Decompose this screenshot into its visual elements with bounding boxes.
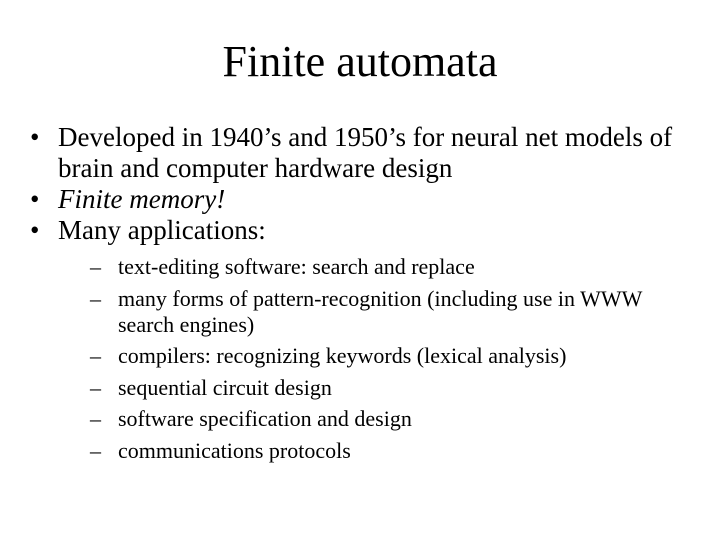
- dash-marker: –: [90, 254, 101, 279]
- bullet-text: Developed in 1940’s and 1950’s for neural net models of brain and computer hardware design: [58, 122, 673, 183]
- applications-sublist: [90, 254, 690, 464]
- dash-marker: –: [90, 437, 101, 463]
- bullet-text: Many applications:: [58, 215, 266, 245]
- bullet-list: [30, 122, 690, 469]
- dash-marker: –: [90, 406, 101, 431]
- slide-title: Finite automata: [222, 37, 498, 86]
- subbullet-text: sequential circuit design: [118, 374, 332, 400]
- subbullet-text: text-editing software: search and replace: [118, 254, 475, 279]
- subbullet-text: compilers: recognizing keywords (lexical analysis): [118, 343, 567, 368]
- subbullet-text: communications protocols: [118, 437, 351, 463]
- dash-marker: –: [90, 343, 101, 368]
- subbullet-item-circuit-design: [90, 375, 690, 401]
- subbullet-item-protocols: [90, 438, 690, 464]
- subbullet-item-pattern-recognition: [90, 286, 690, 338]
- subbullet-item-text-editing: [90, 254, 690, 280]
- subbullet-item-compilers: [90, 343, 690, 369]
- dash-marker: –: [90, 285, 101, 311]
- bullet-marker: •: [30, 184, 40, 214]
- subbullet-text: many forms of pattern-recognition (including use in WWW search engines): [118, 285, 642, 337]
- bullet-item-applications: [30, 215, 690, 464]
- dash-marker: –: [90, 374, 101, 400]
- bullet-text: Finite memory!: [58, 184, 226, 214]
- bullet-item-history: [30, 122, 690, 184]
- subbullet-item-software-spec: [90, 406, 690, 432]
- bullet-marker: •: [30, 122, 40, 152]
- bullet-marker: •: [30, 215, 40, 245]
- bullet-item-finite-memory: [30, 184, 690, 215]
- subbullet-text: software specification and design: [118, 406, 412, 431]
